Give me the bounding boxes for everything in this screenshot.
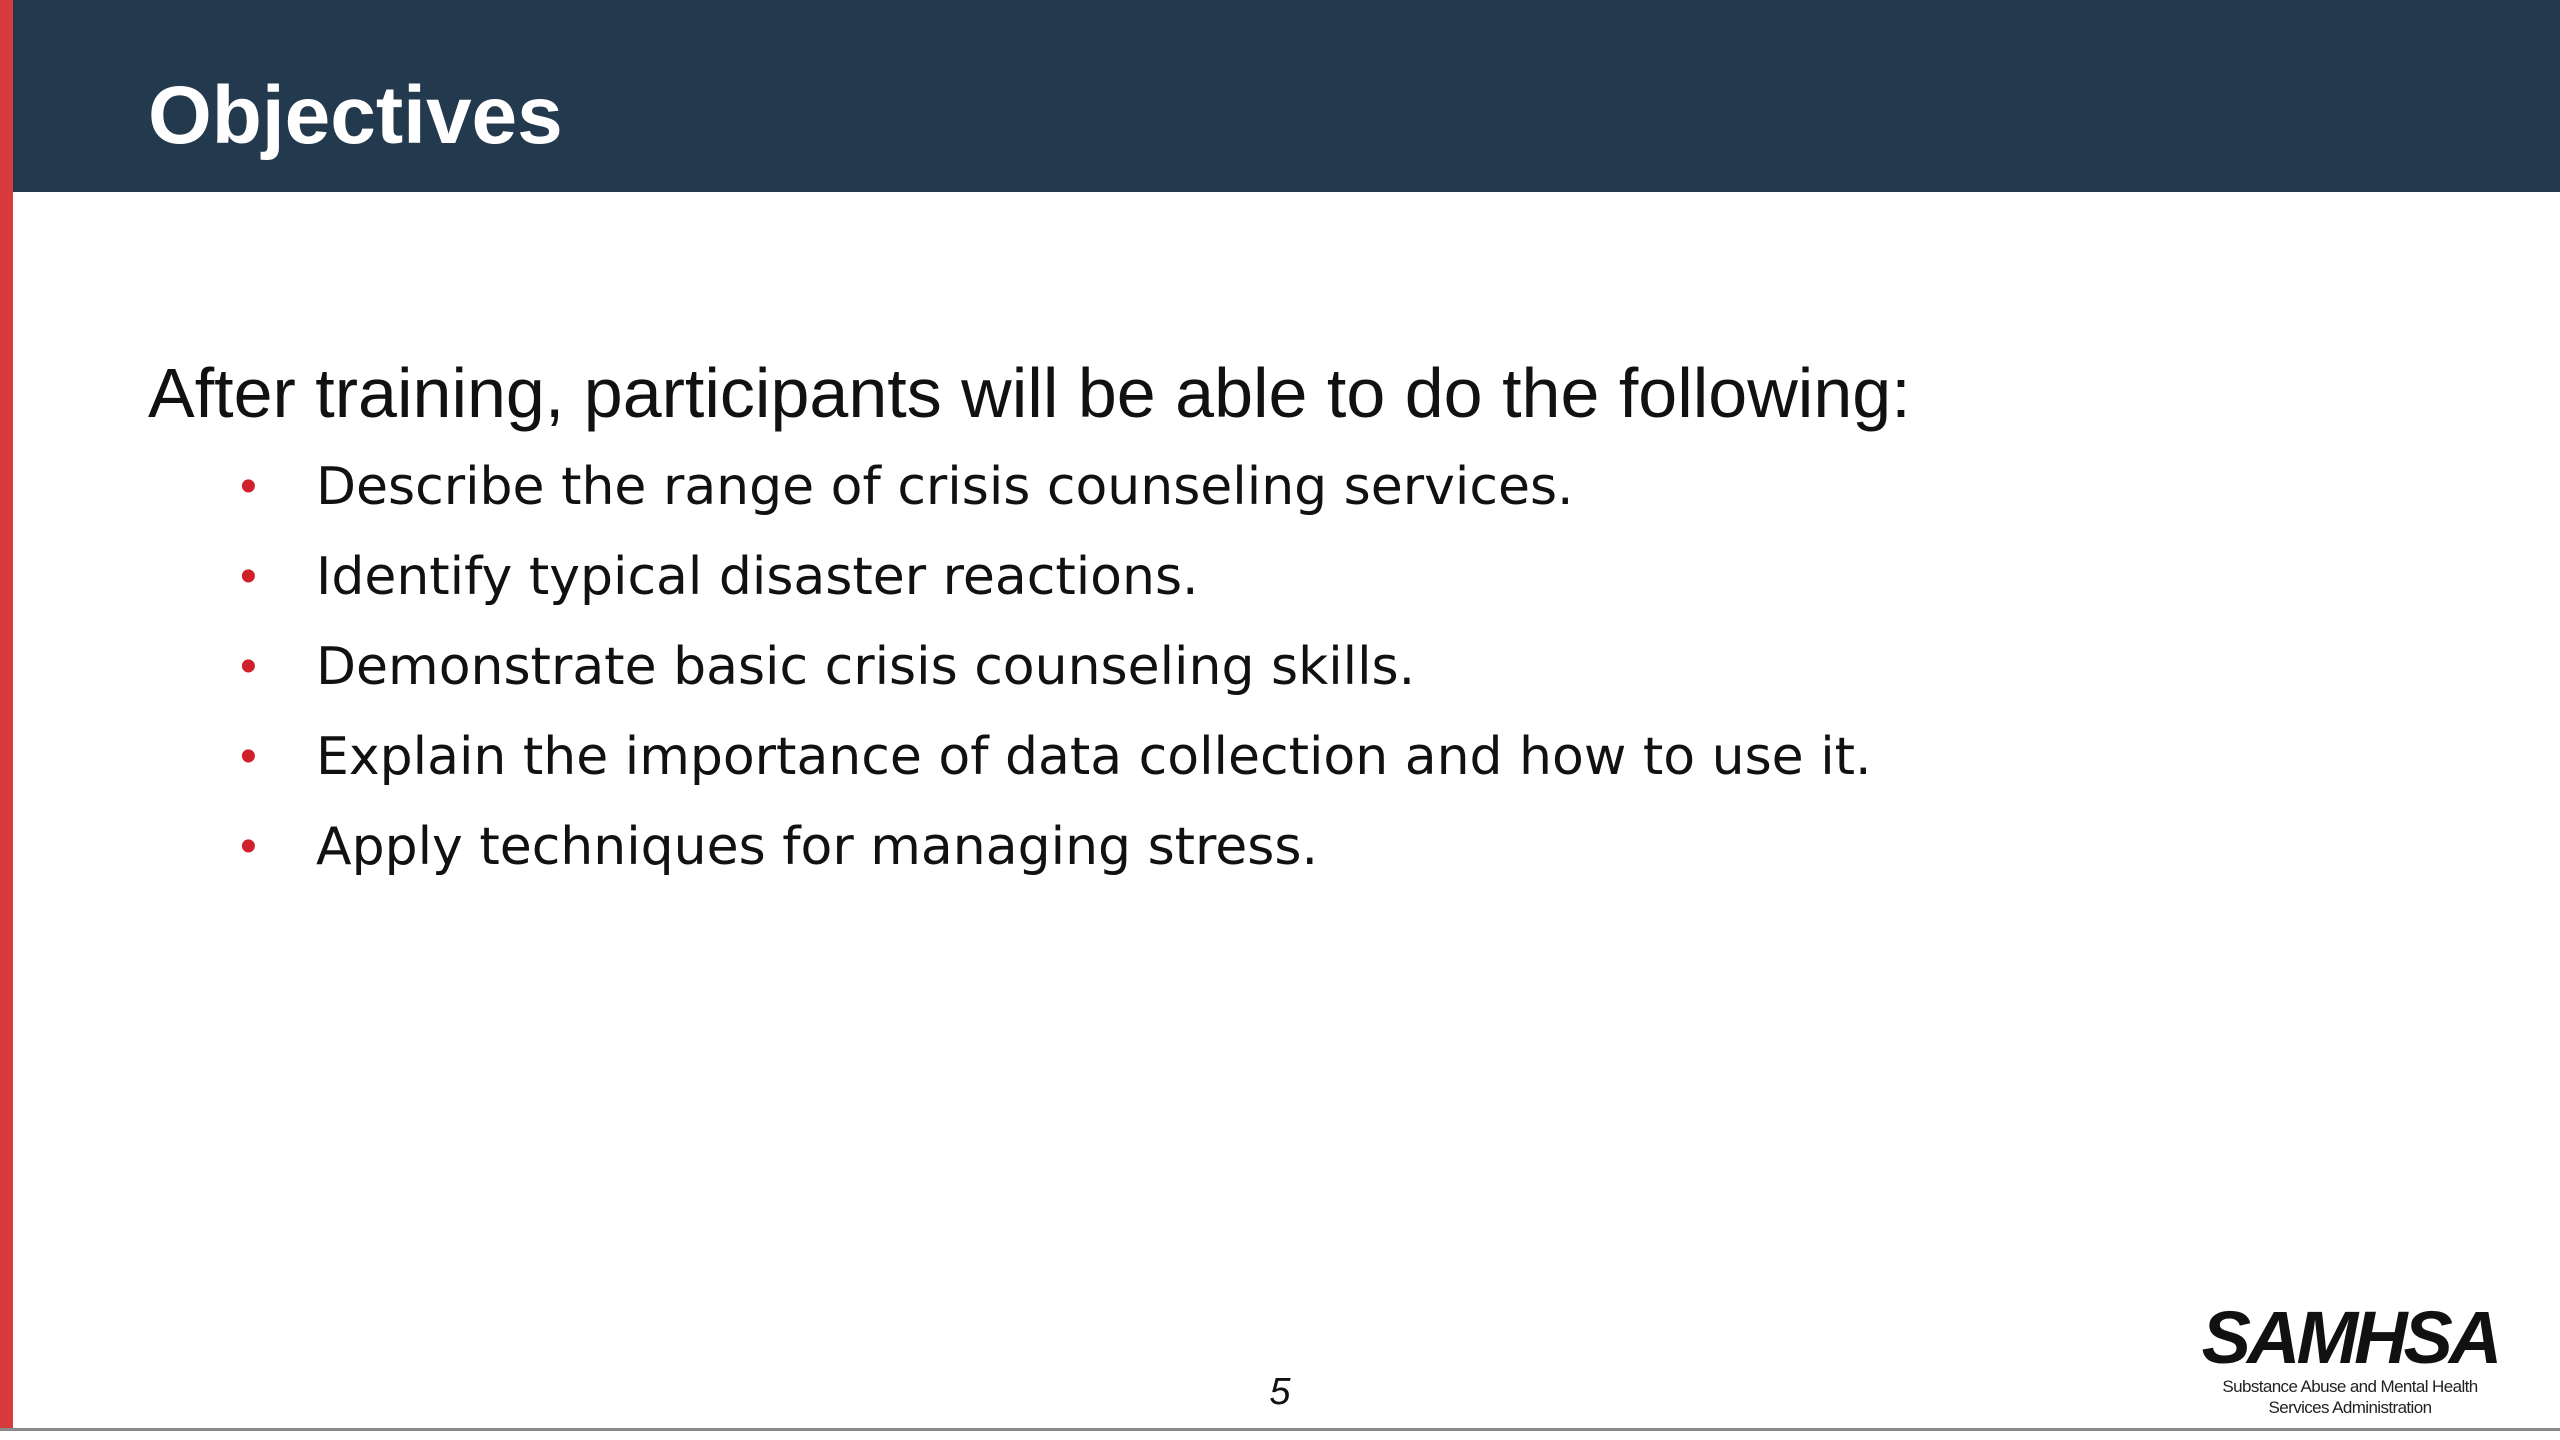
list-item [240,532,1872,622]
intro-text: After training, participants will be able to do the following: [148,354,1911,432]
logo-tagline-line1: Substance Abuse and Mental Health [2222,1377,2478,1396]
bullet-icon: • [240,820,257,873]
list-item-text: Apply techniques for managing stress. [316,817,1318,877]
list-item [240,442,1872,532]
page-number: 5 [1269,1371,1291,1413]
bullet-icon: • [240,550,257,603]
list-item [240,712,1872,802]
list-item-text: Describe the range of crisis counseling services. [316,457,1574,517]
logo-wordmark: SAMHSA [2201,1296,2499,1379]
logo-tagline-line2: Services Administration [2268,1398,2432,1417]
bottom-divider [0,1428,2560,1431]
slide-title: Objectives [148,70,563,161]
bullet-icon: • [240,730,257,783]
list-item-text: Explain the importance of data collection and how to use it. [316,727,1872,787]
list-item-text: Identify typical disaster reactions. [316,547,1199,607]
accent-bar [0,0,13,1430]
list-item-text: Demonstrate basic crisis counseling skills. [316,637,1416,697]
objectives-list [240,442,1872,892]
bullet-icon: • [240,460,257,513]
list-item [240,622,1872,712]
bullet-icon: • [240,640,257,693]
samhsa-logo [2180,1296,2520,1424]
list-item [240,802,1872,892]
